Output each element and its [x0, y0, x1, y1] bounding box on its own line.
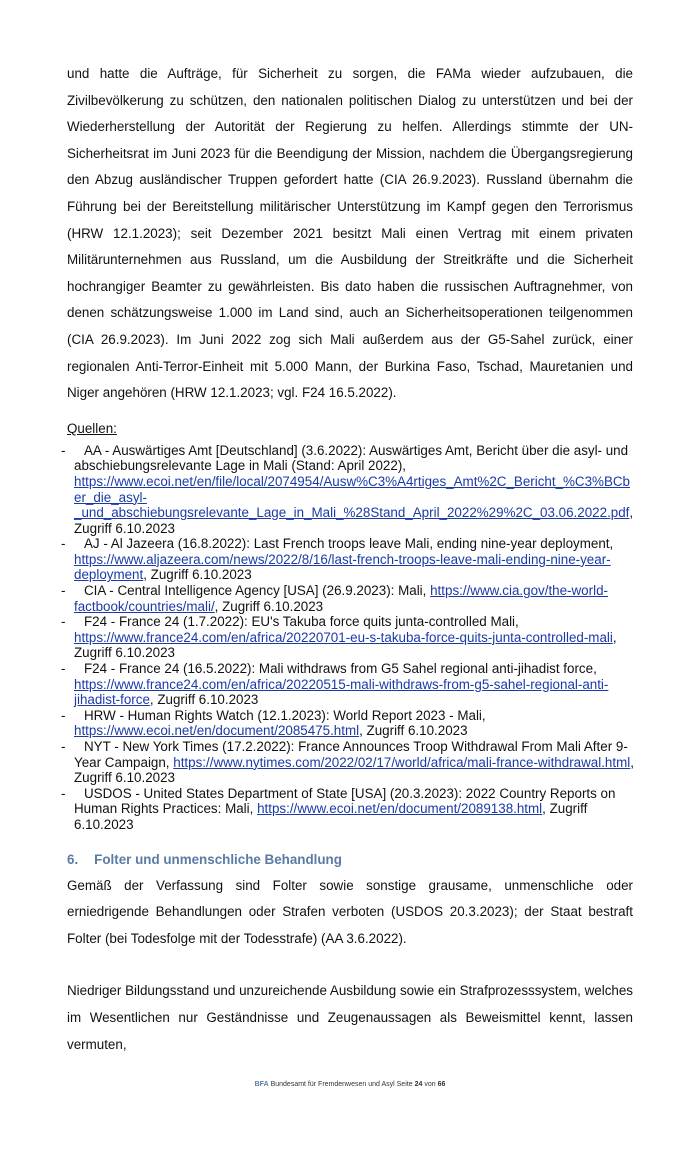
source-item — [67, 583, 637, 614]
sources-list — [67, 443, 637, 833]
body-paragraph: Niedriger Bildungsstand und unzureichende Ausbildung sowie ein Strafprozesssystem, welches im Wesentlichen nur Geständnisse und Zeugenaussagen als Beweismittel kennt, lassen vermuten, — [67, 983, 633, 1052]
section-number: 6. — [67, 851, 79, 867]
footer-text: Bundesamt für Fremdenwesen und Asyl Seite — [270, 1081, 413, 1089]
source-link[interactable]: https://www.ecoi.net/en/document/2085475.html — [74, 723, 360, 739]
source-item — [67, 786, 637, 833]
source-item — [67, 614, 637, 661]
footer-of: von — [424, 1081, 436, 1089]
sources-label: Quellen: — [67, 420, 117, 436]
source-text: AJ - Al Jazeera (16.8.2022): Last French troops leave Mali, ending nine-year deployment, — [84, 536, 614, 552]
section-title: Folter und unmenschliche Behandlung — [94, 851, 342, 867]
source-text: AA - Auswärtiges Amt [Deutschland] (3.6.2022): Auswärtiges Amt, Bericht über die asyl- und abschiebungsrelevante Lage in Mali (Stand: April 2022), — [74, 442, 629, 474]
source-text: NYT - New York Times (17.2.2022): France Announces Troop Withdrawal From Mali After 9-Year Campaign, — [74, 739, 628, 770]
source-link[interactable]: https://www.cia.gov/the-world-factbook/countries/mali/ — [74, 583, 608, 614]
source-access-date: , Zugriff 6.10.2023 — [74, 629, 617, 661]
source-link[interactable]: https://www.aljazeera.com/news/2022/8/16/last-french-troops-leave-mali-ending-nine-year-deployment — [74, 551, 611, 583]
page-total: 66 — [437, 1081, 446, 1089]
source-link[interactable]: https://www.france24.com/en/africa/20220701-eu-s-takuba-force-quits-junta-controlled-mali — [74, 629, 613, 645]
page-footer — [0, 1058, 700, 1159]
source-access-date: , Zugriff 6.10.2023 — [74, 801, 588, 832]
source-text: USDOS - United States Department of State [USA] (20.3.2023): 2022 Country Reports on Human Rights Practices: Mali, — [74, 785, 616, 817]
source-access-date: , Zugriff 6.10.2023 — [149, 692, 259, 708]
source-access-date: , Zugriff 6.10.2023 — [74, 754, 634, 786]
source-link[interactable]: https://www.nytimes.com/2022/02/17/world/africa/mali-france-withdrawal.html — [173, 754, 631, 770]
source-access-date: , Zugriff 6.10.2023 — [143, 567, 252, 583]
footer-brand: BFA — [254, 1081, 269, 1089]
source-item — [67, 708, 637, 739]
source-text: HRW - Human Rights Watch (12.1.2023): World Report 2023 - Mali, — [84, 707, 486, 723]
body-paragraph: und hatte die Aufträge, für Sicherheit zu sorgen, die FAMa wieder aufzubauen, die Zivilbevölkerung zu schützen, den nationalen politischen Dialog zu unterstützen und bei der Wiederherstellung der Autorität der Regierung zu helfen. Allerdings stimmte der UN-Sicherheitsrat im Juni 2023 für die Beendigung der Mission, nachdem die Übergangsregierung den Abzug ausländischer Truppen gefordert hatte (CIA 26.9.2023). Russland übernahm die Führung bei der Bereitstellung militärischer Unterstützung im Kampf gegen den Terrorismus (HRW 12.1.2023); seit Dezember 2021 besitzt Mali einen Vertrag mit einem privaten Militärunternehmen aus Russland, um die Ausbildung der Streitkräfte und die Sicherheit hochrangiger Beamter zu gewährleisten. Bis dato haben die russischen Auftragnehmer, von denen schätzungsweise 1.000 im Land sind, auch an Sicherheitsoperationen teilgenommen (CIA 26.9.2023). Im Juni 2022 zog sich Mali außerdem aus der G5-Sahel zurück, einer regionalen Anti-Terror-Einheit mit 5.000 Mann, der Burkina Faso, Tschad, Mauretanien und Niger angehören (HRW 12.1.2023; vgl. F24 16.5.2022). — [67, 66, 633, 401]
source-item — [67, 661, 637, 708]
source-text: CIA - Central Intelligence Agency [USA] (26.9.2023): Mali, — [84, 583, 431, 599]
source-item — [67, 536, 637, 583]
source-item — [67, 443, 637, 537]
source-link[interactable]: https://www.france24.com/en/africa/20220515-mali-withdraws-from-g5-sahel-regional-anti-jihadist-force — [74, 676, 609, 708]
source-item — [67, 739, 637, 786]
section-heading — [67, 851, 633, 869]
source-text: F24 - France 24 (1.7.2022): EU's Takuba force quits junta-controlled Mali, — [84, 614, 519, 630]
page-number: 24 — [414, 1081, 423, 1089]
source-access-date: , Zugriff 6.10.2023 — [214, 598, 324, 614]
source-link[interactable]: https://www.ecoi.net/en/document/2089138.html — [257, 801, 543, 817]
source-text: F24 - France 24 (16.5.2022): Mali withdraws from G5 Sahel regional anti-jihadist force, — [84, 661, 597, 677]
source-access-date: , Zugriff 6.10.2023 — [74, 505, 634, 536]
source-access-date: , Zugriff 6.10.2023 — [359, 723, 468, 739]
source-link[interactable]: https://www.ecoi.net/en/file/local/2074954/Ausw%C3%A4rtiges_Amt%2C_Bericht_%C3%BCber_die_asyl-_und_abschiebungsrelevante_Lage_in_Mali_%28Stand_April_2022%29%2C_03.06.2022.pdf — [74, 473, 630, 521]
body-paragraph: Gemäß der Verfassung sind Folter sowie sonstige grausame, unmenschliche oder erniedrigende Behandlungen oder Strafen verboten (USDOS 20.3.2023); der Staat bestraft Folter (bei Todesfolge mit der Todesstrafe) (AA 3.6.2022). — [67, 877, 633, 946]
